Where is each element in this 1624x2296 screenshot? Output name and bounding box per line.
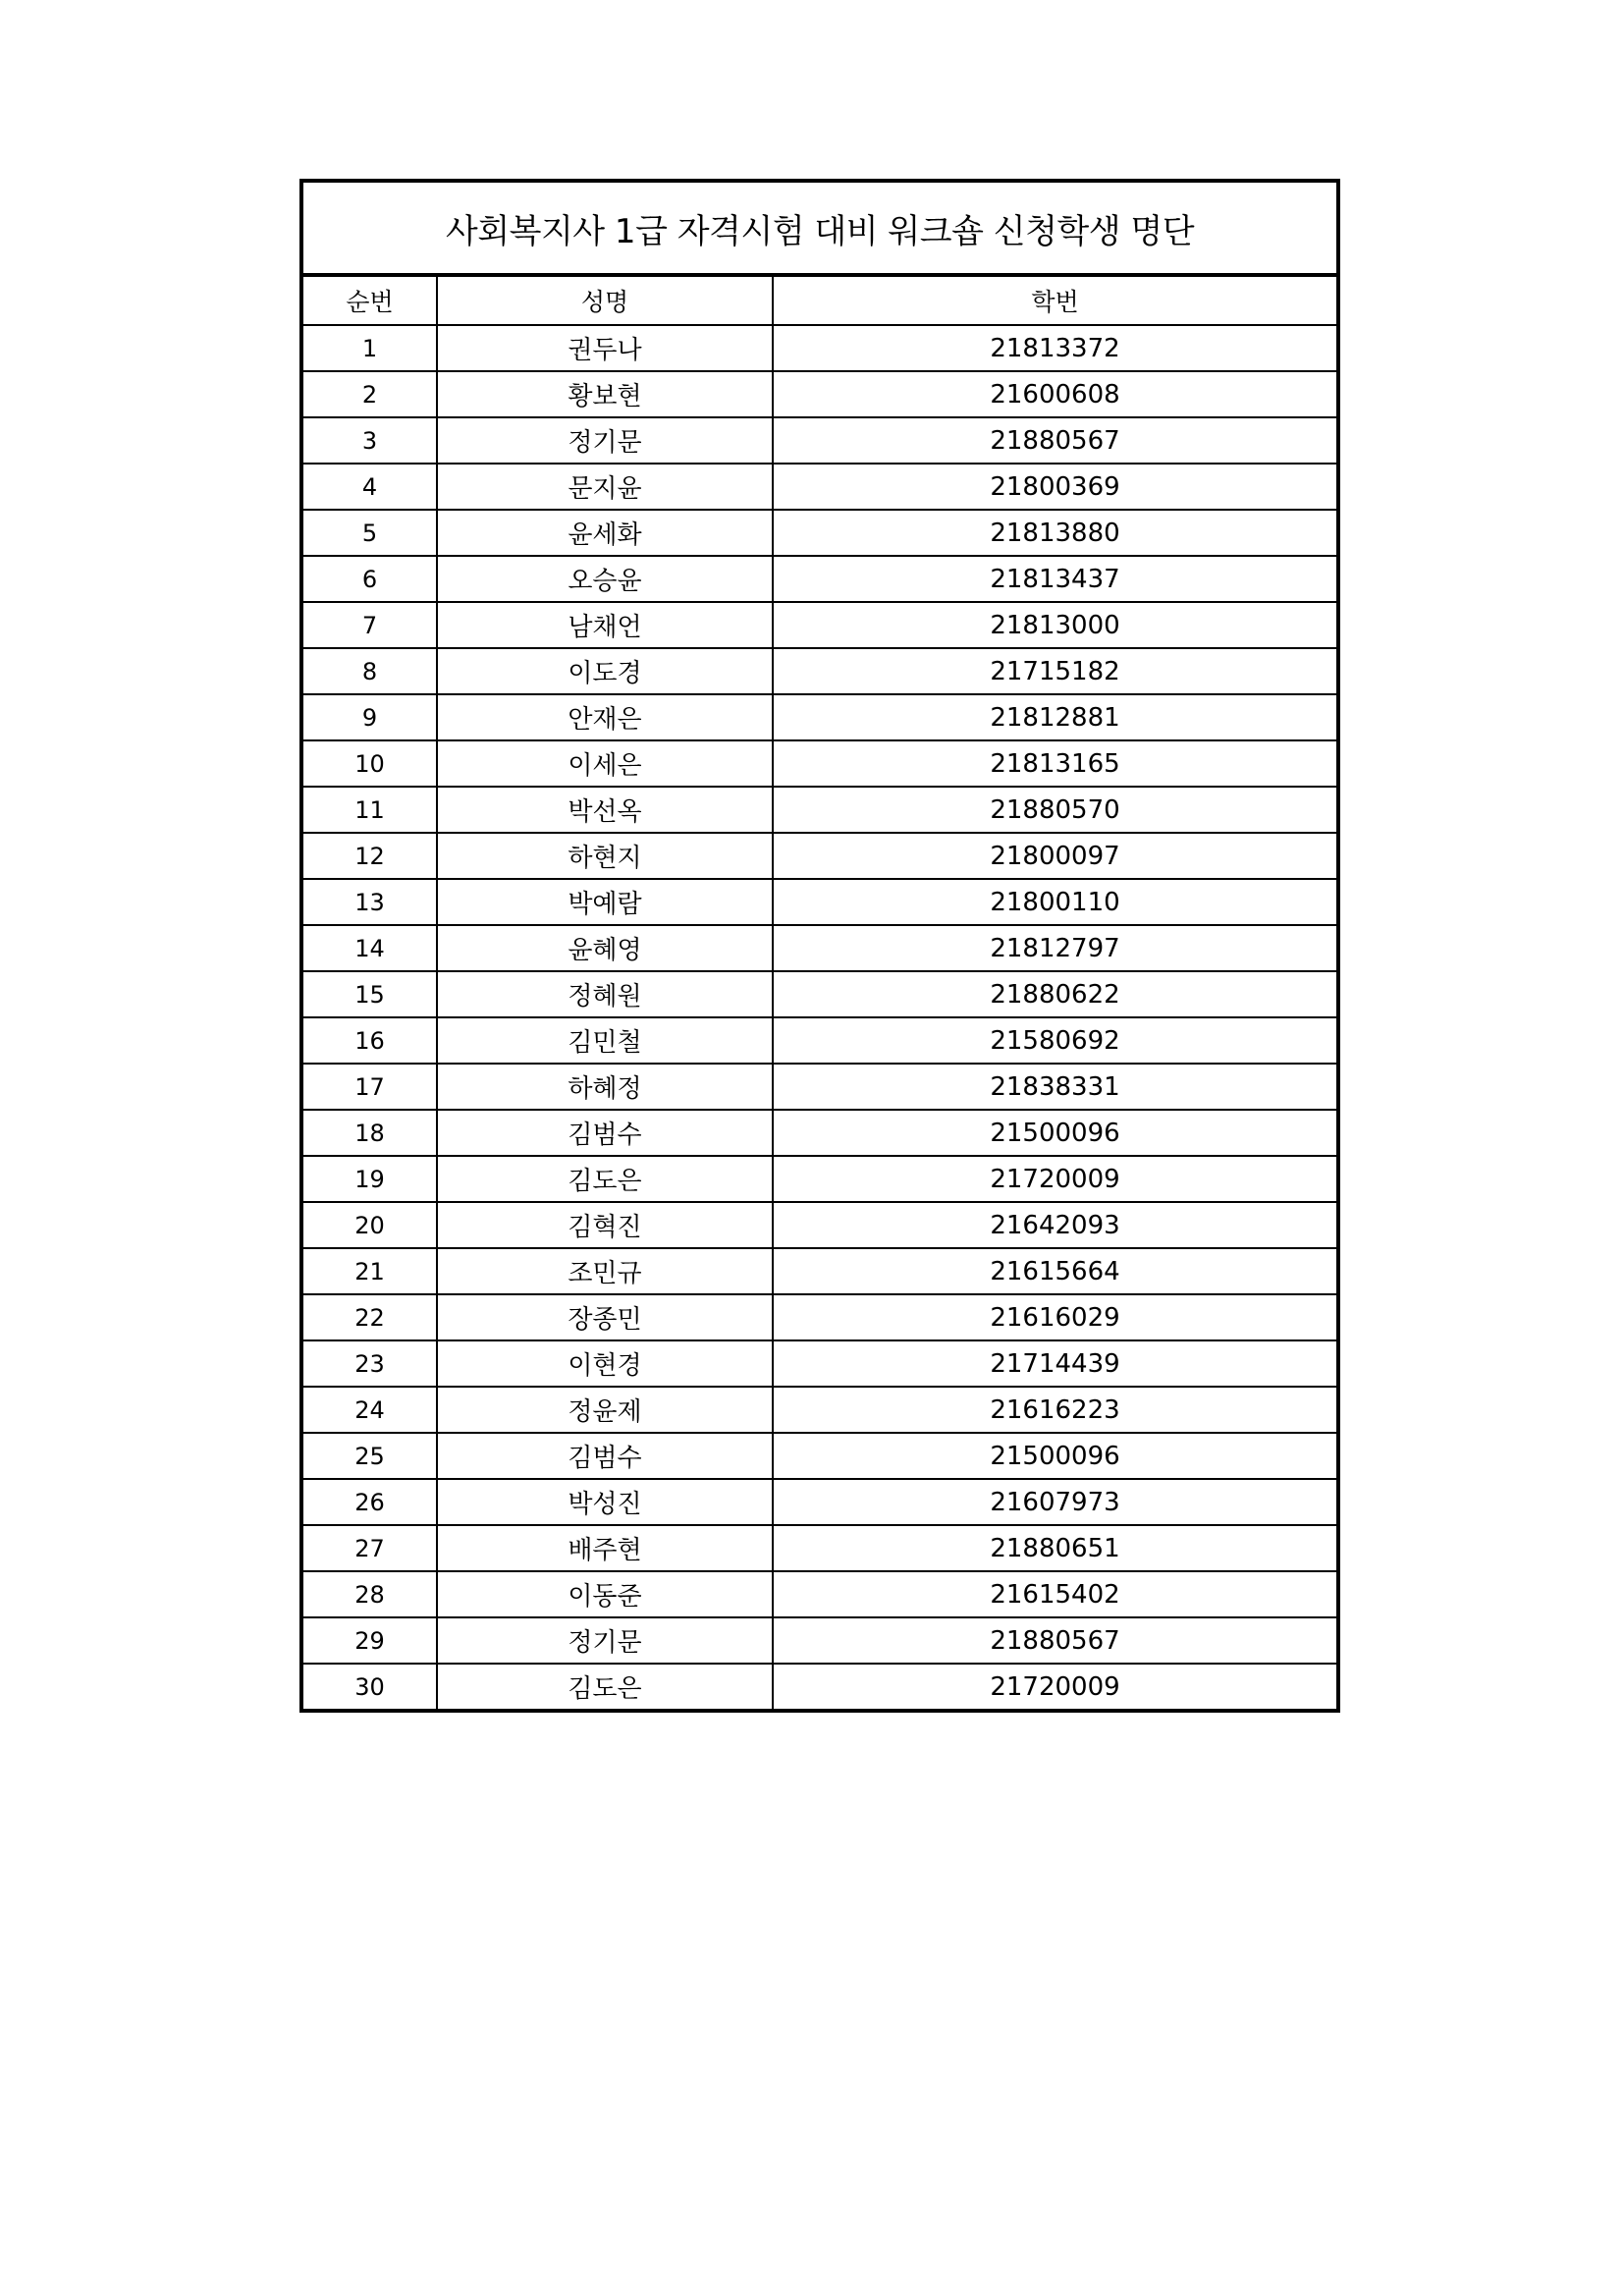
row-no: 7 [301, 602, 437, 648]
row-name: 장종민 [437, 1294, 773, 1340]
table-row [301, 1248, 1338, 1294]
row-student-id: 21580692 [773, 1017, 1338, 1064]
table-row [301, 510, 1338, 556]
row-student-id: 21600608 [773, 371, 1338, 417]
table-row [301, 879, 1338, 925]
row-name: 하현지 [437, 833, 773, 879]
row-name: 하혜정 [437, 1064, 773, 1110]
row-no: 25 [301, 1433, 437, 1479]
row-no: 11 [301, 787, 437, 833]
row-name: 윤세화 [437, 510, 773, 556]
row-name: 이동준 [437, 1571, 773, 1617]
table-row [301, 556, 1338, 602]
row-no: 18 [301, 1110, 437, 1156]
row-no: 23 [301, 1340, 437, 1387]
row-student-id: 21813880 [773, 510, 1338, 556]
row-student-id: 21607973 [773, 1479, 1338, 1525]
table-row [301, 648, 1338, 694]
table-row [301, 325, 1338, 371]
row-student-id: 21880651 [773, 1525, 1338, 1571]
row-student-id: 21500096 [773, 1433, 1338, 1479]
student-list-table-container [299, 179, 1340, 1713]
table-row [301, 925, 1338, 971]
row-student-id: 21715182 [773, 648, 1338, 694]
row-student-id: 21800110 [773, 879, 1338, 925]
table-row [301, 1110, 1338, 1156]
row-no: 15 [301, 971, 437, 1017]
table-body [301, 181, 1338, 1711]
table-row [301, 1387, 1338, 1433]
table-row [301, 971, 1338, 1017]
row-name: 정기문 [437, 417, 773, 464]
table-row [301, 1617, 1338, 1664]
row-name: 김혁진 [437, 1202, 773, 1248]
row-no: 13 [301, 879, 437, 925]
row-no: 22 [301, 1294, 437, 1340]
row-no: 2 [301, 371, 437, 417]
table-header-row [301, 275, 1338, 325]
row-no: 14 [301, 925, 437, 971]
row-no: 3 [301, 417, 437, 464]
row-student-id: 21813000 [773, 602, 1338, 648]
row-name: 정혜원 [437, 971, 773, 1017]
row-no: 27 [301, 1525, 437, 1571]
row-student-id: 21500096 [773, 1110, 1338, 1156]
table-row [301, 740, 1338, 787]
row-no: 8 [301, 648, 437, 694]
row-name: 안재은 [437, 694, 773, 740]
row-name: 이도경 [437, 648, 773, 694]
row-student-id: 21615664 [773, 1248, 1338, 1294]
title-row [301, 181, 1338, 275]
row-name: 남채언 [437, 602, 773, 648]
row-name: 박예람 [437, 879, 773, 925]
row-name: 김도은 [437, 1664, 773, 1711]
column-header-name: 성명 [437, 275, 773, 325]
row-student-id: 21880570 [773, 787, 1338, 833]
row-name: 윤혜영 [437, 925, 773, 971]
row-no: 5 [301, 510, 437, 556]
row-name: 조민규 [437, 1248, 773, 1294]
table-row [301, 417, 1338, 464]
row-student-id: 21812797 [773, 925, 1338, 971]
student-list-table [299, 179, 1340, 1713]
row-no: 4 [301, 464, 437, 510]
row-name: 김도은 [437, 1156, 773, 1202]
row-name: 김민철 [437, 1017, 773, 1064]
table-row [301, 1294, 1338, 1340]
table-row [301, 464, 1338, 510]
row-student-id: 21714439 [773, 1340, 1338, 1387]
row-name: 오승윤 [437, 556, 773, 602]
row-student-id: 21800097 [773, 833, 1338, 879]
column-header-student-id: 학번 [773, 275, 1338, 325]
row-no: 9 [301, 694, 437, 740]
table-row [301, 1525, 1338, 1571]
row-student-id: 21813372 [773, 325, 1338, 371]
table-row [301, 694, 1338, 740]
row-no: 21 [301, 1248, 437, 1294]
row-student-id: 21880567 [773, 417, 1338, 464]
row-no: 24 [301, 1387, 437, 1433]
row-name: 정윤제 [437, 1387, 773, 1433]
row-student-id: 21880622 [773, 971, 1338, 1017]
column-header-no: 순번 [301, 275, 437, 325]
table-row [301, 1664, 1338, 1711]
table-row [301, 1202, 1338, 1248]
row-name: 박성진 [437, 1479, 773, 1525]
table-row [301, 1156, 1338, 1202]
row-student-id: 21616029 [773, 1294, 1338, 1340]
row-name: 정기문 [437, 1617, 773, 1664]
row-student-id: 21813165 [773, 740, 1338, 787]
row-name: 이현경 [437, 1340, 773, 1387]
row-no: 12 [301, 833, 437, 879]
row-no: 17 [301, 1064, 437, 1110]
row-student-id: 21838331 [773, 1064, 1338, 1110]
table-row [301, 1433, 1338, 1479]
row-student-id: 21642093 [773, 1202, 1338, 1248]
row-no: 19 [301, 1156, 437, 1202]
document-title: 사회복지사 1급 자격시험 대비 워크숍 신청학생 명단 [301, 181, 1338, 275]
row-no: 16 [301, 1017, 437, 1064]
table-row [301, 1571, 1338, 1617]
table-row [301, 833, 1338, 879]
row-no: 26 [301, 1479, 437, 1525]
row-no: 30 [301, 1664, 437, 1711]
row-no: 28 [301, 1571, 437, 1617]
row-student-id: 21616223 [773, 1387, 1338, 1433]
row-name: 황보현 [437, 371, 773, 417]
row-student-id: 21812881 [773, 694, 1338, 740]
row-no: 20 [301, 1202, 437, 1248]
row-student-id: 21720009 [773, 1156, 1338, 1202]
row-name: 박선옥 [437, 787, 773, 833]
row-name: 배주현 [437, 1525, 773, 1571]
row-no: 1 [301, 325, 437, 371]
row-student-id: 21720009 [773, 1664, 1338, 1711]
row-student-id: 21800369 [773, 464, 1338, 510]
table-row [301, 1064, 1338, 1110]
table-row [301, 1340, 1338, 1387]
table-row [301, 1017, 1338, 1064]
table-row [301, 371, 1338, 417]
row-name: 김범수 [437, 1433, 773, 1479]
table-row [301, 787, 1338, 833]
row-no: 6 [301, 556, 437, 602]
row-student-id: 21880567 [773, 1617, 1338, 1664]
row-student-id: 21615402 [773, 1571, 1338, 1617]
row-name: 김범수 [437, 1110, 773, 1156]
table-row [301, 1479, 1338, 1525]
row-no: 10 [301, 740, 437, 787]
table-row [301, 602, 1338, 648]
row-student-id: 21813437 [773, 556, 1338, 602]
row-name: 이세은 [437, 740, 773, 787]
row-name: 문지윤 [437, 464, 773, 510]
row-no: 29 [301, 1617, 437, 1664]
row-name: 권두나 [437, 325, 773, 371]
